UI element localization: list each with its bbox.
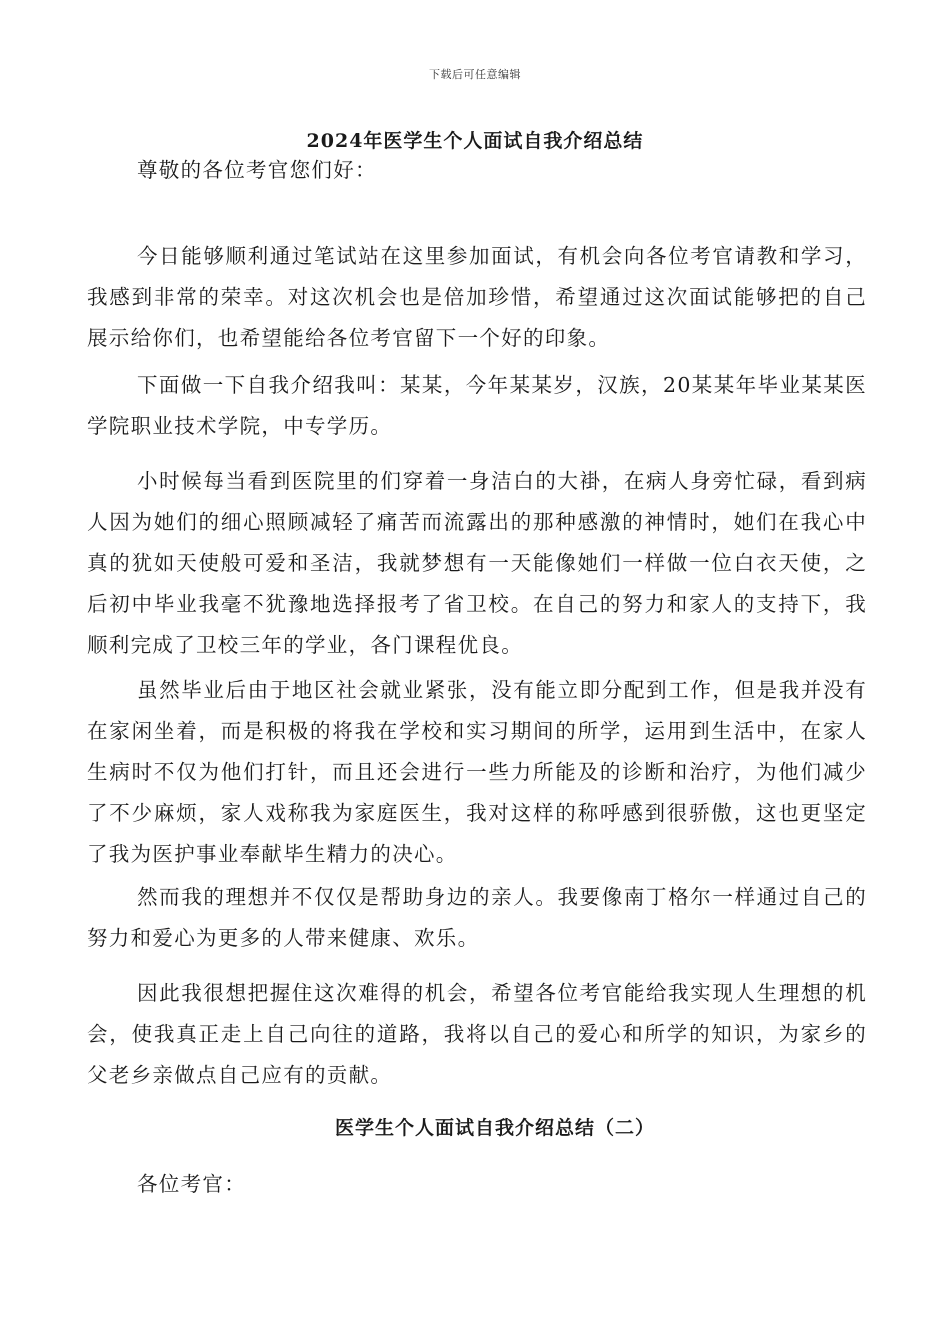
body-paragraph: 因此我很想把握住这次难得的机会，希望各位考官能给我实现人生理想的机会，使我真正走上自己向往的道路，我将以自己的爱心和所学的知识，为家乡的父老乡亲做点自己应有的贡献。: [87, 981, 867, 1087]
body-paragraph: 虽然毕业后由于地区社会就业紧张，没有能立即分配到工作，但是我并没有在家闲坐着，而是积极的将我在学校和实习期间的所学，运用到生活中，在家人生病时不仅为他们打针，而且还会进行一些力所能及的诊断和治疗，为他们减少了不少麻烦，家人戏称我为家庭医生，我对这样的称呼感到很骄傲，这也更坚定了我为医护事业奉献毕生精力的决心。: [87, 678, 867, 866]
body-paragraph: 小时候每当看到医院里的们穿着一身洁白的大褂，在病人身旁忙碌，看到病人因为她们的细心照顾减轻了痛苦而流露出的那种感激的神情时，她们在我心中真的犹如天使般可爱和圣洁，我就梦想有一天能像她们一样做一位白衣天使，之后初中毕业我毫不犹豫地选择报考了省卫校。在自己的努力和家人的支持下，我顺利完成了卫校三年的学业，各门课程优良。: [87, 469, 867, 657]
body-paragraph: 今日能够顺利通过笔试站在这里参加面试，有机会向各位考官请教和学习，我感到非常的荣幸。对这次机会也是倍加珍惜，希望通过这次面试能够把的自己展示给你们，也希望能给各位考官留下一个好的印象。: [87, 244, 867, 350]
section-title: 医学生个人面试自我介绍总结（二）: [334, 1117, 655, 1139]
document-title: 2024年医学生个人面试自我介绍总结: [306, 130, 644, 152]
body-paragraph: 然而我的理想并不仅仅是帮助身边的亲人。我要像南丁格尔一样通过自己的努力和爱心为更多的人带来健康、欢乐。: [87, 885, 867, 950]
salutation-paragraph: 尊敬的各位考官您们好：: [137, 158, 377, 182]
body-paragraph: 下面做一下自我介绍我叫：某某，今年某某岁，汉族，20某某年毕业某某医学院职业技术学院，中专学历。: [87, 373, 867, 438]
header-note: 下载后可任意编辑: [429, 68, 521, 81]
salutation-paragraph: 各位考官：: [137, 1172, 246, 1196]
